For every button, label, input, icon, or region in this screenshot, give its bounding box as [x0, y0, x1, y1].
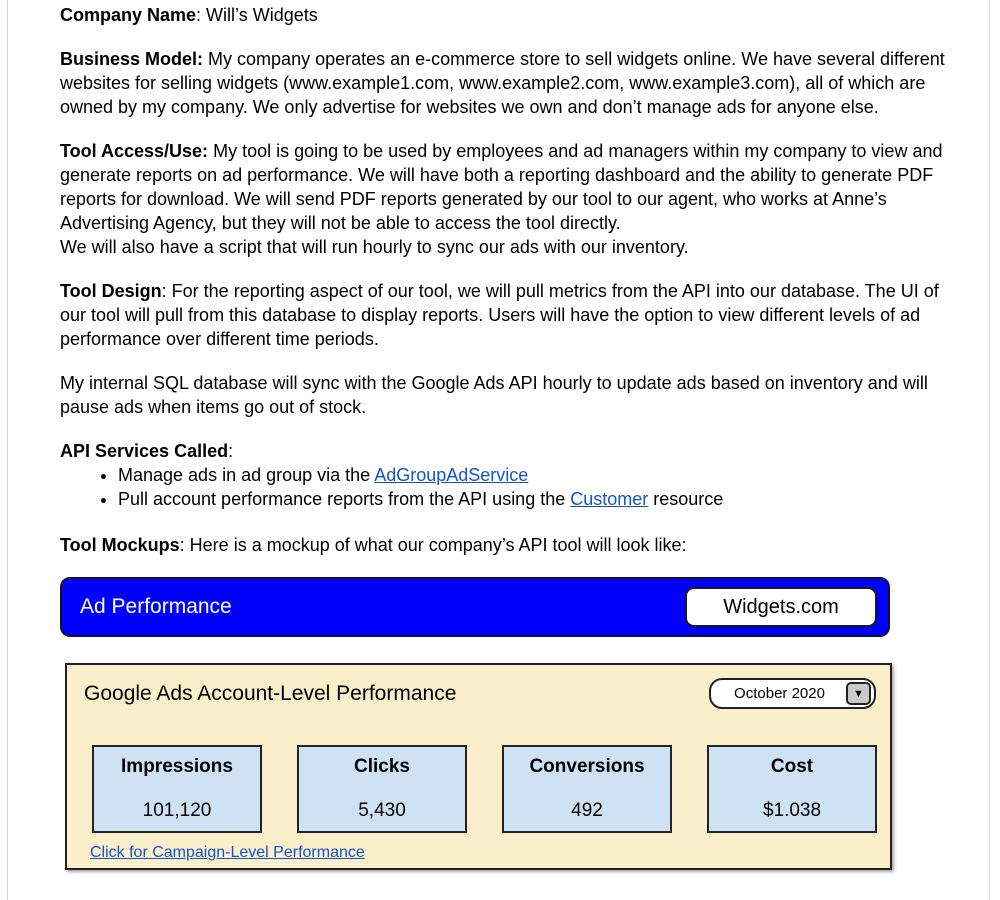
- tool-mockups-label: Tool Mockups: [60, 535, 180, 555]
- date-dropdown-value: October 2020: [734, 685, 825, 702]
- bullet1-pre: Manage ads in ad group via the: [118, 465, 375, 485]
- metric-value: 492: [571, 800, 603, 821]
- tool-design-label: Tool Design: [60, 281, 162, 301]
- api-services-list: [60, 463, 946, 511]
- business-model-text: My company operates an e-commerce store to sell widgets online. We have several different websites for selling widgets (www.example1.com, www.example2.com, www.example3.com), all of which are owned by my company. We only advertise for websites we own and don’t manage ads for anyone else.: [60, 49, 945, 117]
- dropdown-arrow-button[interactable]: [846, 682, 871, 705]
- api-services-colon: :: [228, 441, 234, 461]
- metric-label: Cost: [770, 756, 814, 777]
- widgets-site-button-label: Widgets.com: [723, 595, 839, 618]
- sql-note-text: My internal SQL database will sync with the Google Ads API hourly to update ads based on inventory and will pause ads when items go out of stock.: [60, 373, 928, 417]
- tool-access-label: Tool Access/Use:: [60, 141, 209, 161]
- company-name-label: Company Name: [60, 5, 197, 25]
- chevron-down-icon: ▼: [853, 687, 864, 700]
- tool-access-text: My tool is going to be used by employees and ad managers within my company to view and generate reports on ad performance. We will have both a reporting dashboard and the ability to generate PDF reports for download. We will send PDF reports generated by our tool to our agent, who works at Anne’s Advertising Agency, but they will not be able to access the tool directly.: [60, 141, 943, 233]
- business-model-label: Business Model:: [60, 49, 204, 69]
- tool-access-paragraph: [60, 139, 946, 259]
- date-dropdown[interactable]: [709, 678, 876, 709]
- tool-mockups-text: : Here is a mockup of what our company’s API tool will look like:: [179, 535, 687, 555]
- panel-header: [67, 665, 890, 709]
- metric-value: 5,430: [358, 800, 406, 821]
- business-model-paragraph: [60, 47, 946, 119]
- metric-label: Clicks: [354, 756, 410, 777]
- company-name-paragraph: [60, 3, 946, 27]
- list-item: [118, 487, 946, 511]
- api-services-heading: [60, 439, 946, 463]
- mockup-header-bar: [60, 577, 890, 637]
- list-item: [118, 463, 946, 487]
- document-body: [60, 3, 989, 870]
- metric-value: $1.038: [762, 800, 822, 821]
- api-services-label: API Services Called: [60, 441, 229, 461]
- widgets-site-button[interactable]: [685, 587, 877, 627]
- metric-value: 101,120: [142, 800, 212, 821]
- company-name-value: : Will’s Widgets: [196, 5, 318, 25]
- metric-label: Impressions: [121, 756, 233, 777]
- adgroupadservice-link[interactable]: AdGroupAdService: [374, 465, 529, 485]
- campaign-level-link[interactable]: Click for Campaign-Level Performance: [90, 844, 365, 861]
- tool-access-line2: We will also have a script that will run hourly to sync our ads with our inventory.: [60, 237, 689, 257]
- metric-card-conversions: [502, 745, 672, 833]
- panel-title: Google Ads Account-Level Performance: [84, 681, 457, 705]
- tool-design-paragraph: [60, 279, 946, 351]
- mockup-title: Ad Performance: [80, 595, 232, 618]
- metric-card-impressions: [92, 745, 262, 833]
- metric-label: Conversions: [529, 756, 645, 777]
- metric-cards-row: [67, 745, 890, 833]
- bullet2-post: resource: [648, 489, 724, 509]
- sql-note-paragraph: [60, 371, 946, 419]
- customer-link[interactable]: Customer: [570, 489, 649, 509]
- metric-card-cost: [707, 745, 877, 833]
- document-page: [7, 0, 990, 900]
- metric-card-clicks: [297, 745, 467, 833]
- tool-design-text: : For the reporting aspect of our tool, we will pull metrics from the API into our database. The UI of our tool will pull from this database to display reports. Users will have the option to view different levels of ad performance over different time periods.: [60, 281, 939, 349]
- account-performance-panel: [65, 663, 892, 870]
- bullet2-pre: Pull account performance reports from the API using the: [118, 489, 571, 509]
- tool-mockups-paragraph: [60, 533, 946, 557]
